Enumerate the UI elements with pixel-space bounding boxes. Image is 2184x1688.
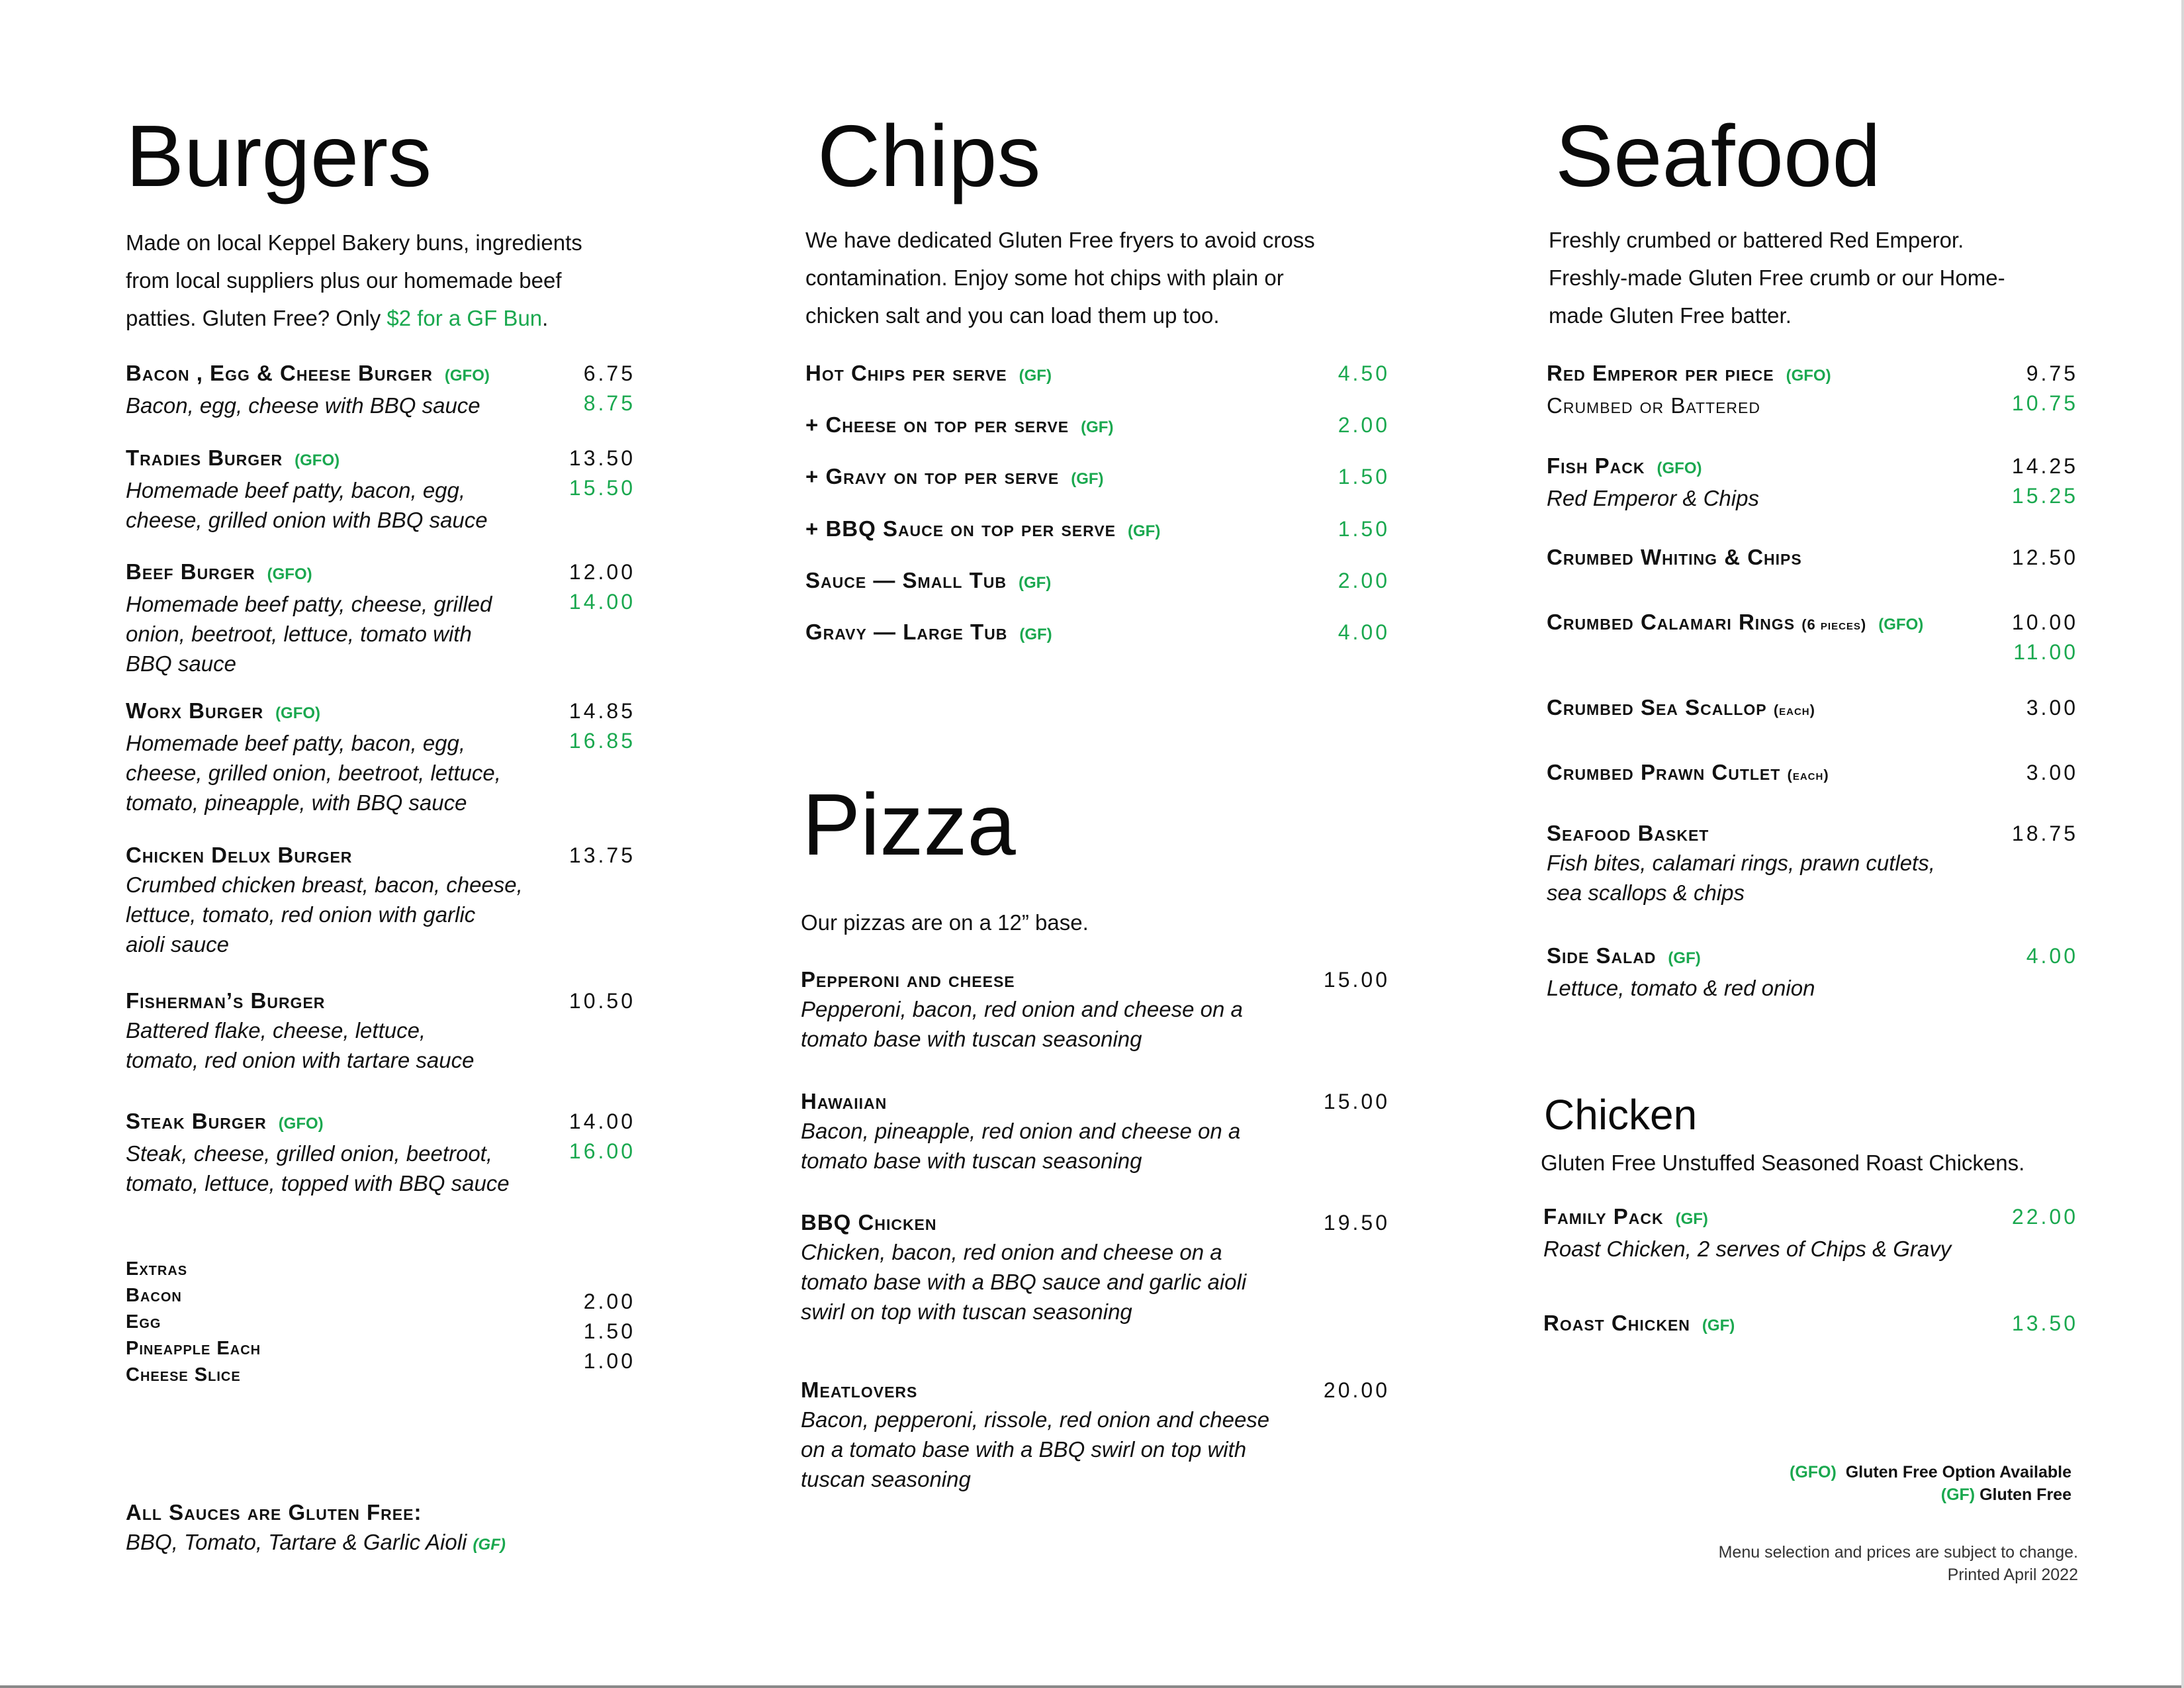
item-price: 15.00 (1323, 1090, 1390, 1113)
gf-tag: (GF) (1675, 1210, 1708, 1228)
gfo-tag: (GFO) (444, 367, 490, 385)
seafood-intro-line-3: made Gluten Free batter. (1549, 303, 1792, 328)
menu-item-crumbed-sea-scallop: Crumbed Sea Scallop (each) (1547, 695, 1815, 720)
item-gf-price: 4.00 (1338, 620, 1390, 644)
menu-item-beef-burger (126, 557, 492, 679)
burgers-intro-line-2: from local suppliers plus our homemade beef (126, 268, 562, 293)
extras-price: 1.50 (583, 1319, 635, 1343)
chips-intro-line-2: contamination. Enjoy some hot chips with plain or (805, 265, 1284, 290)
item-description-line: Steak, cheese, grilled onion, beetroot, (126, 1141, 493, 1166)
item-description-line: Crumbed chicken breast, bacon, cheese, (126, 872, 523, 897)
item-gf-price: 22.00 (2011, 1205, 2078, 1229)
gf-tag: (GF) (1081, 418, 1114, 436)
item-price: 14.25 (2011, 454, 2078, 478)
gfo-tag: (GFO) (278, 1115, 324, 1133)
seafood-intro-line-2: Freshly-made Gluten Free crumb or our Home- (1549, 265, 2005, 290)
menu-item-crumbed-calamari-rings: Crumbed Calamari Rings (6 pieces) (GFO) (1547, 610, 1924, 634)
item-name: Red Emperor per piece (GFO) (1547, 361, 1831, 385)
menu-item-chicken-delux-burger (126, 841, 523, 959)
chicken-intro: Gluten Free Unstuffed Seasoned Roast Chickens. (1541, 1150, 2025, 1175)
extras-item-name: Egg (126, 1311, 161, 1333)
item-description-line: Pepperoni, bacon, red onion and cheese on a (801, 997, 1243, 1021)
item-description: Roast Chicken, 2 serves of Chips & Gravy (1543, 1237, 1952, 1261)
item-gf-price: 4.50 (1338, 361, 1390, 385)
item-gf-price: 2.00 (1338, 413, 1390, 437)
menu-item-roast-chicken: Roast Chicken (GF) (1543, 1311, 1735, 1335)
gf-tag: (GF) (1071, 470, 1104, 488)
legend-gf: (GF) Gluten Free (1940, 1485, 2071, 1504)
menu-item-meatlovers (801, 1376, 1269, 1494)
seafood-intro-line-1: Freshly crumbed or battered Red Emperor. (1549, 228, 1964, 252)
chicken-title: Chicken (1544, 1091, 1698, 1139)
extras-price: 2.00 (583, 1289, 635, 1313)
item-description: Red Emperor & Chips (1547, 486, 1759, 510)
item-description-line: onion, beetroot, lettuce, tomato with (126, 622, 472, 646)
item-price: 15.00 (1323, 968, 1390, 992)
chips-intro-line-1: We have dedicated Gluten Free fryers to avoid cross (805, 228, 1315, 252)
item-description-line: Fish bites, calamari rings, prawn cutlets, (1547, 851, 1935, 875)
item-description: Lettuce, tomato & red onion (1547, 976, 1815, 1000)
footer-note: Menu selection and prices are subject to change. (1718, 1543, 2078, 1562)
extras-item-name: Cheese Slice (126, 1364, 241, 1385)
menu-item-fishermans-burger (126, 986, 474, 1075)
gfo-tag: (GFO) (1657, 459, 1702, 477)
item-price: 18.75 (2011, 821, 2078, 845)
item-description-line: Battered flake, cheese, lettuce, (126, 1018, 426, 1043)
gf-tag: (GF) (1668, 949, 1701, 967)
menu-footer (1588, 1541, 2078, 1586)
gfo-tag: (GFO) (295, 451, 340, 469)
item-price: 13.75 (569, 843, 635, 867)
sauces-list: BBQ, Tomato, Tartare & Garlic Aioli (GF) (126, 1530, 506, 1554)
menu-item-hot-chips: Hot Chips per serve (GF) (805, 361, 1052, 385)
pizza-title: Pizza (802, 776, 1016, 873)
item-description-line: swirl on top with tuscan seasoning (801, 1299, 1132, 1324)
item-description-line: cheese, grilled onion with BBQ sauce (126, 508, 488, 532)
gfo-tag: (GFO) (1878, 616, 1924, 633)
item-gf-price: 16.00 (569, 1139, 635, 1163)
item-price: 10.50 (569, 989, 635, 1013)
legend-gfo: (GFO) Gluten Free Option Available (1790, 1463, 2071, 1481)
gf-bun-price: $2 for a GF Bun (387, 306, 543, 330)
extras-list (126, 1256, 261, 1388)
menu-item-side-salad (1547, 941, 1815, 1003)
item-description-line: Bacon, pepperoni, rissole, red onion and cheese (801, 1407, 1270, 1432)
item-description-line: tomato, red onion with tartare sauce (126, 1048, 475, 1072)
item-quantity-note: (each) (1773, 702, 1815, 718)
item-price: 3.00 (2026, 761, 2078, 784)
gf-tag: (GF) (473, 1536, 506, 1554)
item-name: Steak Burger (GFO) (126, 1109, 324, 1133)
item-quantity-note: (each) (1787, 767, 1829, 783)
item-price: 20.00 (1323, 1378, 1390, 1402)
item-name: Hawaiian (801, 1089, 887, 1113)
item-price: 14.00 (569, 1109, 635, 1133)
menu-item-gravy-on-top: + Gravy on top per serve (GF) (805, 464, 1104, 489)
item-description-line: Homemade beef patty, bacon, egg, (126, 478, 466, 502)
item-price: 14.85 (569, 699, 635, 723)
item-description-line: BBQ sauce (126, 651, 236, 676)
sauces-note (126, 1498, 506, 1560)
item-description-line: lettuce, tomato, red onion with garlic (126, 902, 476, 927)
item-name: Meatlovers (801, 1378, 918, 1402)
item-description-line: aioli sauce (126, 932, 229, 957)
item-name: Family Pack (GF) (1543, 1204, 1708, 1229)
item-name: Tradies Burger (GFO) (126, 445, 340, 470)
item-description-line: tomato, pineapple, with BBQ sauce (126, 790, 467, 815)
item-description-line: on a tomato base with a BBQ swirl on top with (801, 1437, 1247, 1462)
menu-item-family-pack (1543, 1202, 1951, 1264)
item-price: 10.00 (2011, 610, 2078, 634)
item-price: 12.00 (569, 560, 635, 584)
item-name: Side Salad (GF) (1547, 943, 1701, 968)
item-price: 3.00 (2026, 696, 2078, 720)
item-price: 19.50 (1323, 1211, 1390, 1235)
footer-printed-date: Printed April 2022 (1947, 1566, 2078, 1584)
item-name: Seafood Basket (1547, 821, 1709, 845)
item-description-line: Homemade beef patty, bacon, egg, (126, 731, 466, 755)
dietary-legend (1655, 1461, 2071, 1506)
burgers-title: Burgers (126, 107, 432, 205)
page-right-edge (2181, 0, 2184, 1688)
menu-item-fish-pack (1547, 451, 1759, 513)
menu-item-seafood-basket (1547, 819, 1935, 908)
burgers-intro-line-1: Made on local Keppel Bakery buns, ingredients (126, 230, 582, 255)
item-gf-price: 13.50 (2011, 1311, 2078, 1335)
item-name: Chicken Delux Burger (126, 843, 353, 867)
chips-title: Chips (817, 107, 1041, 205)
item-gf-price: 1.50 (1338, 517, 1390, 541)
item-description-line: tomato base with a BBQ sauce and garlic aioli (801, 1270, 1247, 1294)
burgers-intro (126, 224, 695, 337)
sauces-title: All Sauces are Gluten Free: (126, 1500, 422, 1524)
menu-item-cheese-on-top: + Cheese on top per serve (GF) (805, 412, 1114, 437)
item-gf-price: 8.75 (583, 391, 635, 415)
extras-price: 1.00 (583, 1349, 635, 1373)
item-price: 12.50 (2011, 545, 2078, 569)
item-gf-price: 2.00 (1338, 569, 1390, 592)
item-subtitle: Crumbed or Battered (1547, 393, 1760, 418)
item-gf-price: 15.50 (569, 476, 635, 500)
item-gf-price: 16.85 (569, 729, 635, 753)
pizza-intro: Our pizzas are on a 12” base. (801, 910, 1089, 935)
item-price: 13.50 (569, 446, 635, 470)
gfo-tag: (GFO) (1786, 367, 1831, 385)
menu-item-red-emperor (1547, 359, 1831, 420)
gf-tag: (GF) (1018, 574, 1052, 592)
item-description: Bacon, egg, cheese with BBQ sauce (126, 393, 480, 418)
item-gf-price: 15.25 (2011, 484, 2078, 508)
item-name: Bacon , Egg & Cheese Burger (GFO) (126, 361, 490, 385)
extras-item-name: Bacon (126, 1285, 182, 1306)
menu-item-sauce-small-tub: Sauce — Small Tub (GF) (805, 568, 1052, 592)
menu-item-crumbed-prawn-cutlet: Crumbed Prawn Cutlet (each) (1547, 760, 1829, 784)
item-name: Worx Burger (GFO) (126, 698, 321, 723)
menu-item-bbq-chicken (801, 1208, 1246, 1327)
menu-item-bacon-egg-cheese-burger (126, 359, 490, 420)
item-gf-price: 1.50 (1338, 465, 1390, 489)
chips-intro-line-3: chicken salt and you can load them up too. (805, 303, 1220, 328)
gf-tag: (GF) (1128, 522, 1161, 540)
item-price: 9.75 (2026, 361, 2078, 385)
item-gf-price: 11.00 (2013, 640, 2078, 664)
chips-intro (805, 221, 1401, 334)
item-name: Fisherman’s Burger (126, 988, 326, 1013)
item-price: 6.75 (583, 361, 635, 385)
item-name: Fish Pack (GFO) (1547, 453, 1702, 478)
burgers-intro-line-3: patties. Gluten Free? Only $2 for a GF Bun. (126, 306, 549, 330)
gf-tag: (GF) (1702, 1317, 1735, 1335)
item-description-line: tomato base with tuscan seasoning (801, 1149, 1142, 1173)
page-bottom-edge (0, 1685, 2184, 1688)
item-description-line: sea scallops & chips (1547, 880, 1745, 905)
item-description-line: Bacon, pineapple, red onion and cheese on a (801, 1119, 1241, 1143)
extras-title: Extras (126, 1258, 188, 1280)
item-description-line: tomato, lettuce, topped with BBQ sauce (126, 1171, 510, 1196)
item-description-line: tuscan seasoning (801, 1467, 971, 1491)
seafood-intro (1549, 221, 2144, 334)
item-name: Pepperoni and cheese (801, 967, 1015, 992)
menu-item-gravy-large-tub: Gravy — Large Tub (GF) (805, 620, 1052, 644)
menu-item-crumbed-whiting: Crumbed Whiting & Chips (1547, 545, 1802, 569)
item-name: Beef Burger (GFO) (126, 559, 312, 584)
menu-item-pepperoni-and-cheese (801, 965, 1243, 1054)
menu-item-bbq-sauce-on-top: + BBQ Sauce on top per serve (GF) (805, 516, 1161, 541)
extras-item-name: Pineapple Each (126, 1338, 261, 1359)
menu-item-hawaiian (801, 1087, 1240, 1176)
gf-tag: (GF) (1019, 626, 1052, 643)
item-quantity-note: (6 pieces) (1801, 616, 1867, 633)
item-description-line: Chicken, bacon, red onion and cheese on a (801, 1240, 1222, 1264)
item-gf-price: 10.75 (2011, 391, 2078, 415)
gfo-tag: (GFO) (267, 565, 312, 583)
gfo-tag: (GFO) (275, 704, 321, 722)
item-name: BBQ Chicken (801, 1210, 937, 1235)
item-description-line: Homemade beef patty, cheese, grilled (126, 592, 492, 616)
menu-item-worx-burger (126, 696, 501, 818)
menu-item-tradies-burger (126, 444, 488, 535)
item-description-line: cheese, grilled onion, beetroot, lettuce, (126, 761, 501, 785)
gf-tag: (GF) (1019, 367, 1052, 385)
item-gf-price: 14.00 (569, 590, 635, 614)
seafood-title: Seafood (1555, 107, 1881, 205)
item-gf-price: 4.00 (2026, 944, 2078, 968)
item-description-line: tomato base with tuscan seasoning (801, 1027, 1142, 1051)
menu-item-steak-burger (126, 1107, 510, 1198)
